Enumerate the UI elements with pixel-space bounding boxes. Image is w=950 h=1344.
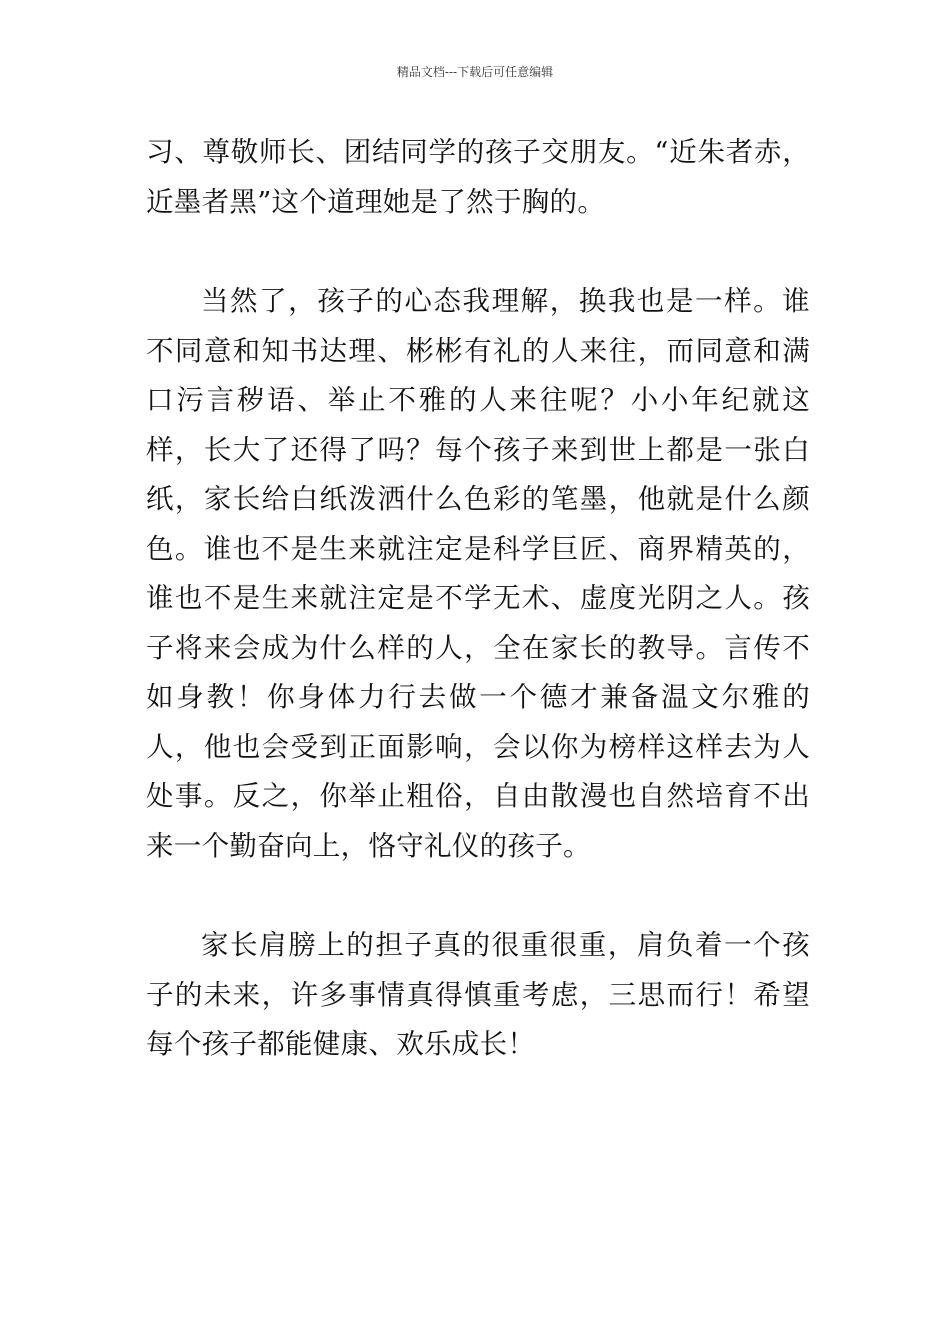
paragraph-spacer [146,227,810,277]
paragraph-conclusion: 家长肩膀上的担子真的很重很重，肩负着一个孩子的未来，许多事情真得慎重考虑，三思而行！希望每个孩子都能健康、欢乐成长！ [146,929,810,1060]
paragraph-spacer [146,871,810,921]
paragraph-continued: 习、尊敬师长、团结同学的孩子交朋友。“近朱者赤，近墨者黑”这个道理她是了然于胸的。 [146,136,810,218]
document-body [146,128,810,1070]
page-header: 精品文档---下载后可任意编辑 [396,65,554,79]
paragraph-parenting-attitude: 当然了，孩子的心态我理解，换我也是一样。谁不同意和知书达理、彬彬有礼的人来往，而同意和满口污言秽语、举止不雅的人来往呢？小小年纪就这样，长大了还得了吗？每个孩子来到世上都是一张白纸，家长给白纸泼洒什么色彩的笔墨，他就是什么颜色。谁也不是生来就注定是科学巨匠、商界精英的，谁也不是生来就注定是不学无术、虚度光阴之人。孩子将来会成为什么样的人，全在家长的教导。言传不如身教！你身体力行去做一个德才兼备温文尔雅的人，他也会受到正面影响，会以你为榜样这样去为人处事。反之，你举止粗俗，自由散漫也自然培育不出来一个勤奋向上，恪守礼仪的孩子。 [146,285,810,862]
